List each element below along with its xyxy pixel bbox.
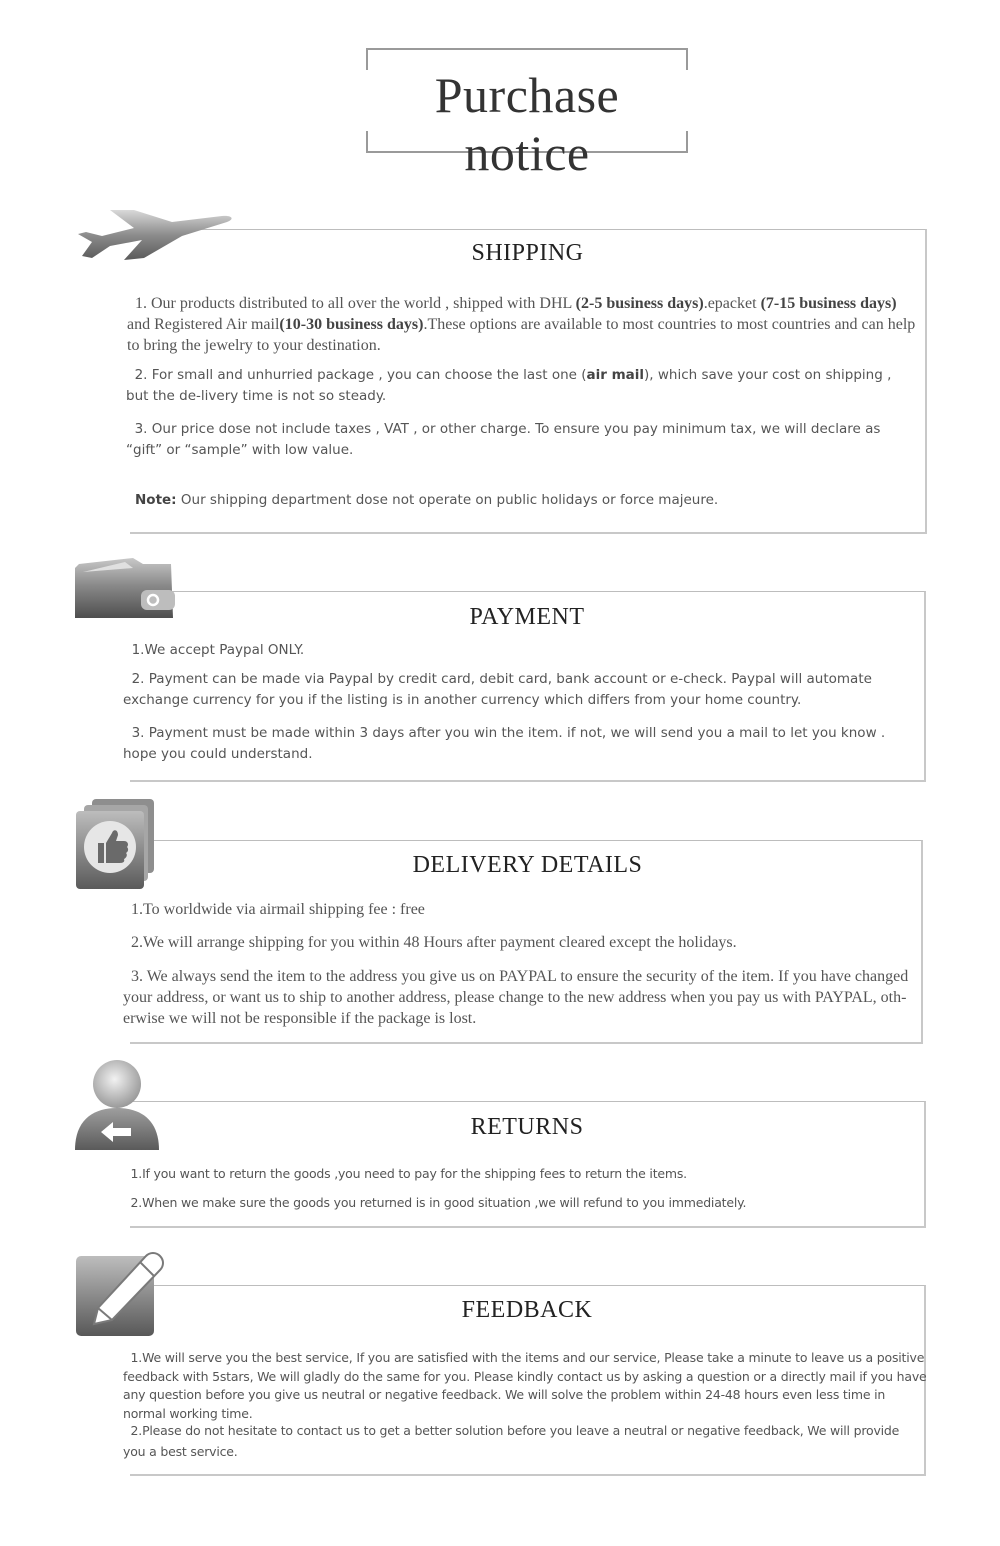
title-frame-top xyxy=(366,48,688,50)
payment-para-2 xyxy=(123,669,903,711)
payment-para-2-text: 2. Payment can be made via Paypal by credit card, debit card, bank account or e-check. Paypal will automate exchange currency for you if the listing is in another currency which differs from your home country. xyxy=(123,671,872,708)
shipping-para-1-text: and Registered Air mail xyxy=(127,316,280,333)
returns-para-2 xyxy=(123,1192,913,1213)
shipping-para-3 xyxy=(126,419,916,461)
payment-title: PAYMENT xyxy=(469,604,585,630)
payment-para-1-text: 1.We accept Paypal ONLY. xyxy=(131,642,305,658)
shipping-para-1 xyxy=(127,293,917,356)
shipping-note xyxy=(135,490,915,511)
feedback-para-1 xyxy=(123,1349,928,1423)
returns-title: RETURNS xyxy=(470,1114,584,1140)
shipping-para-2-text: 2. For small and unhurried package , you can choose the last one ( xyxy=(134,367,587,383)
note-text: Our shipping department dose not operate on public holidays or force majeure. xyxy=(176,492,719,508)
returns-para-1 xyxy=(123,1163,913,1184)
feedback-para-1-text: 1.We will serve you the best service, If you are satisfied with the items and our service, Please take a minute to leave us a positive feedback with 5stars, We will gladly do the same for you. Please kindly contact us by asking a question or a directly mail if you have any question before you give us neutral or negative feedback. We will solve the problem within 24-48 hours even less time in normal working time. xyxy=(123,1350,927,1421)
payment-para-3 xyxy=(123,723,908,765)
delivery-para-2 xyxy=(123,932,913,953)
shipping-para-3-text: 3. Our price dose not include taxes , VAT , or other charge. To ensure you pay minimum tax, we will declare as “gift” or “sample” with low value. xyxy=(126,421,881,458)
feedback-para-2 xyxy=(123,1420,903,1462)
returns-para-2-text: 2.When we make sure the goods you returned is in good situation ,we will refund to you immediately. xyxy=(130,1195,747,1210)
shipping-para-1-text: 1. Our products distributed to all over the world , shipped with DHL xyxy=(135,295,576,312)
returns-para-1-text: 1.If you want to return the goods ,you need to pay for the shipping fees to return the items. xyxy=(130,1166,687,1181)
delivery-title: DELIVERY DETAILS xyxy=(412,852,643,878)
payment-para-3-text: 3. Payment must be made within 3 days after you win the item. if not, we will send you a mail to let you know . hope you could understand. xyxy=(123,725,886,762)
feedback-title: FEEDBACK xyxy=(461,1297,593,1323)
delivery-para-3-text: 3. We always send the item to the address you give us on PAYPAL to ensure the security of the item. If you have changed your address, or want us to ship to another address, please change to the new address when you pay us with PAYPAL, oth-erwise we will not be responsible if the package is lost. xyxy=(123,968,909,1027)
delivery-para-2-text: 2.We will arrange shipping for you within 48 Hours after payment cleared except the holidays. xyxy=(131,934,737,951)
feedback-para-2-text: 2.Please do not hesitate to contact us to get a better solution before you leave a neutral or negative feedback, We will provide you a best service. xyxy=(123,1423,900,1459)
note-label: Note: xyxy=(135,492,177,508)
delivery-para-1 xyxy=(123,899,913,920)
title-frame xyxy=(366,48,688,181)
shipping-air-mail: air mail xyxy=(586,367,645,383)
shipping-epacket-days: (7-15 business days) xyxy=(760,295,897,312)
shipping-para-1-text: .These options are available to most countries to most countries and can help to bring the jewelry to your destination. xyxy=(127,316,916,354)
payment-para-1 xyxy=(123,640,913,661)
shipping-para-2-text: ), which save your cost on shipping , but the de-livery time is not so steady. xyxy=(126,367,892,404)
shipping-para-1-text: .epacket xyxy=(703,295,761,312)
shipping-title: SHIPPING xyxy=(471,240,584,266)
shipping-dhl-days: (2-5 business days) xyxy=(575,295,704,312)
shipping-para-2 xyxy=(126,365,916,407)
delivery-para-1-text: 1.To worldwide via airmail shipping fee : free xyxy=(131,901,425,918)
delivery-para-3 xyxy=(123,966,920,1029)
page-title: Purchase notice xyxy=(434,67,620,181)
shipping-airmail-days: (10-30 business days) xyxy=(279,316,424,333)
